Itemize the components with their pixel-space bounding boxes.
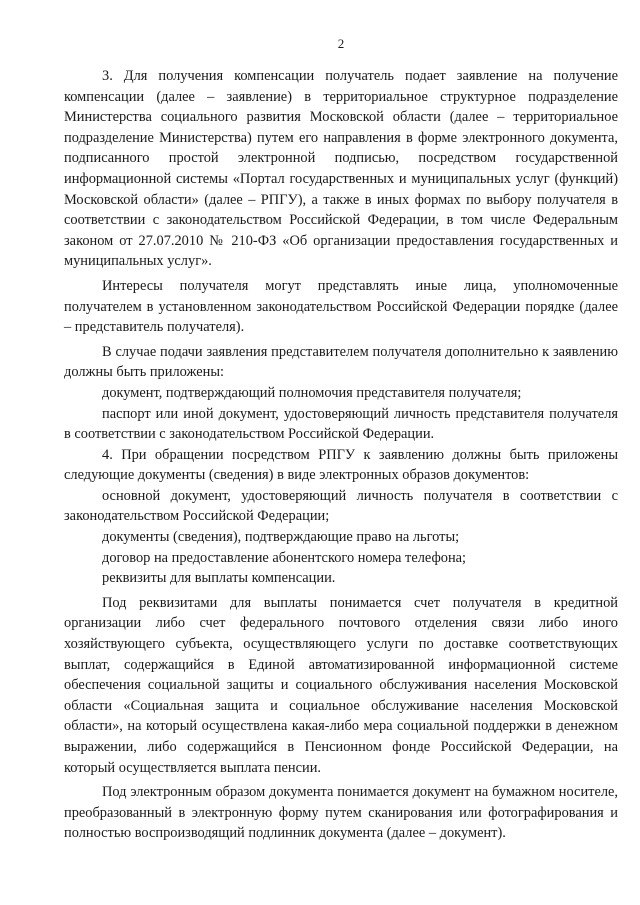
list-item-payment-details: реквизиты для выплаты компенсации. [102, 570, 336, 587]
paragraph-payment-details-definition: Под реквизитами для выплаты понимается счет получателя в кредитной организации либо счет федерального почтового отделения связи либо иного хозяйствующего субъекта, осуществляющего услуги по доставке соответствующих выплат, содержащийся в Единой автоматизированной информационной системе обеспечения социальной защиты и социального обслуживания населения Московской области «Социальная защита и социальное обслуживание населения Московской области», на который осуществлена какая-либо мера социальной поддержки в денежном выражении, либо содержащийся в Пенсионном фонде Российской Федерации, на который осуществляется выплата пенсии. [64, 594, 618, 776]
list-item-passport: паспорт или иной документ, удостоверяющий личность представителя получателя в соответствии с законодательством Российской Федерации. [64, 405, 618, 443]
list-item-phone-contract: договор на предоставление абонентского номера телефона; [102, 549, 467, 566]
paragraph-3-application: 3. Для получения компенсации получатель подает заявление на получение компенсации (далее – заявление) в территориальное структурное подразделение Министерства социального развития Московской области (далее – территориальное подразделение Министерства) путем его направления в форме электронного документа, подписанного простой электронной подписью, посредством государственной информационной системы «Портал государственных и муниципальных услуг (функций) Московской области» (далее – РПГУ), а также в иных формах по выбору получателя в соответствии с законодательством Российской Федерации, в том числе Федеральным законом от 27.07.2010 № 210-ФЗ «Об организации предоставления государственных и муниципальных услуг». [64, 68, 618, 270]
paragraph-4-rpgu-attachments: 4. При обращении посредством РПГУ к заявлению должны быть приложены следующие документы (сведения) в виде электронных образов документов: [64, 446, 618, 484]
paragraph-representative: Интересы получателя могут представлять иные лица, уполномоченные получателем в установленном законодательством Российской Федерации порядке (далее – представитель получателя). [64, 277, 618, 336]
document-body [64, 66, 618, 844]
page-number: 2 [337, 36, 345, 51]
list-item-benefit-documents: документы (сведения), подтверждающие право на льготы; [102, 529, 460, 546]
paragraph-representative-attachments: В случае подачи заявления представителем получателя дополнительно к заявлению должны быть приложены: [64, 343, 618, 381]
paragraph-electronic-image-definition: Под электронным образом документа понимается документ на бумажном носителе, преобразованный в электронную форму путем сканирования или фотографирования и полностью воспроизводящий подлинник документа (далее – документ). [64, 784, 618, 842]
list-item-authority-document: документ, подтверждающий полномочия представителя получателя; [102, 384, 522, 401]
list-item-identity-document: основной документ, удостоверяющий личность получателя в соответствии с законодательством Российской Федерации; [64, 487, 618, 525]
